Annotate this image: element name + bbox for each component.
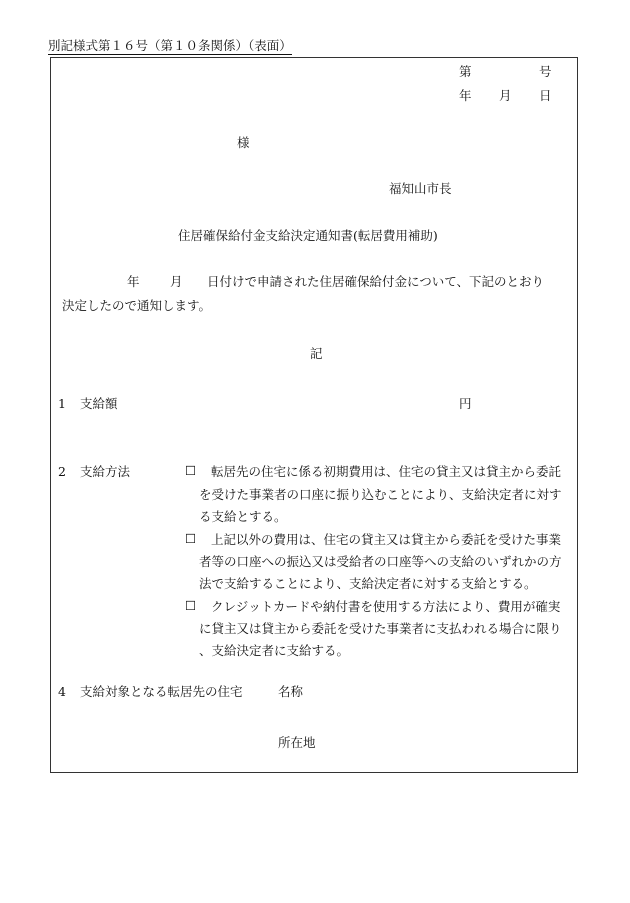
checkbox-option-1[interactable]: ☐	[185, 463, 197, 478]
document-title: 住居確保給付金支給決定通知書(転居費用補助)	[178, 228, 438, 243]
item2-label: 支給方法	[80, 464, 131, 479]
date-month: 月	[499, 88, 512, 103]
item1-unit: 円	[459, 396, 472, 411]
option-1-line-1: 転居先の住宅に係る初期費用は、住宅の貸主又は貸主から委託	[211, 464, 562, 479]
form-frame	[50, 57, 578, 773]
item1-number: 1	[58, 396, 66, 411]
addressee-suffix: 様	[237, 135, 250, 150]
item4-number: 4	[58, 684, 66, 699]
item2-number: 2	[58, 464, 66, 479]
form-header: 別記様式第１６号（第１０条関係）（表面）	[48, 38, 292, 53]
option-3-line-1: クレジットカードや納付書を使用する方法により、費用が確実	[211, 599, 561, 614]
option-2-line-1: 上記以外の費用は、住宅の貸主又は貸主から委託を受けた事業	[211, 532, 562, 547]
date-day: 日	[539, 88, 552, 103]
item1-label: 支給額	[80, 396, 118, 411]
intro-month: 月	[170, 274, 183, 289]
option-3-line-3: 、支給決定者に支給する。	[199, 643, 350, 658]
item4-name-label: 名称	[278, 684, 304, 699]
intro-line2: 決定したので通知します。	[62, 298, 212, 313]
checkbox-option-3[interactable]: ☐	[185, 598, 197, 613]
number-go: 号	[539, 64, 552, 79]
item4-address-label: 所在地	[278, 735, 316, 750]
option-1-line-2: を受けた事業者の口座に振り込むことにより、支給決定者に対す	[199, 487, 562, 502]
checkbox-option-2[interactable]: ☐	[185, 531, 197, 546]
date-year: 年	[459, 88, 472, 103]
option-1-line-3: る支給とする。	[199, 509, 287, 524]
number-dai: 第	[459, 64, 472, 79]
intro-year: 年	[127, 274, 140, 289]
option-2-line-2: 者等の口座への振込又は受給者の口座等への支給のいずれかの方	[199, 554, 562, 569]
issuer: 福知山市長	[389, 181, 452, 196]
ki-heading: 記	[310, 346, 323, 361]
item4-label: 支給対象となる転居先の住宅	[80, 684, 243, 699]
intro-line1: 日付けで申請された住居確保給付金について、下記のとおり	[207, 274, 545, 289]
option-2-line-3: 法で支給することにより、支給決定者に対する支給とする。	[199, 576, 537, 591]
option-3-line-2: に貸主又は貸主から委託を受けた事業者に支払われる場合に限り	[199, 621, 562, 636]
